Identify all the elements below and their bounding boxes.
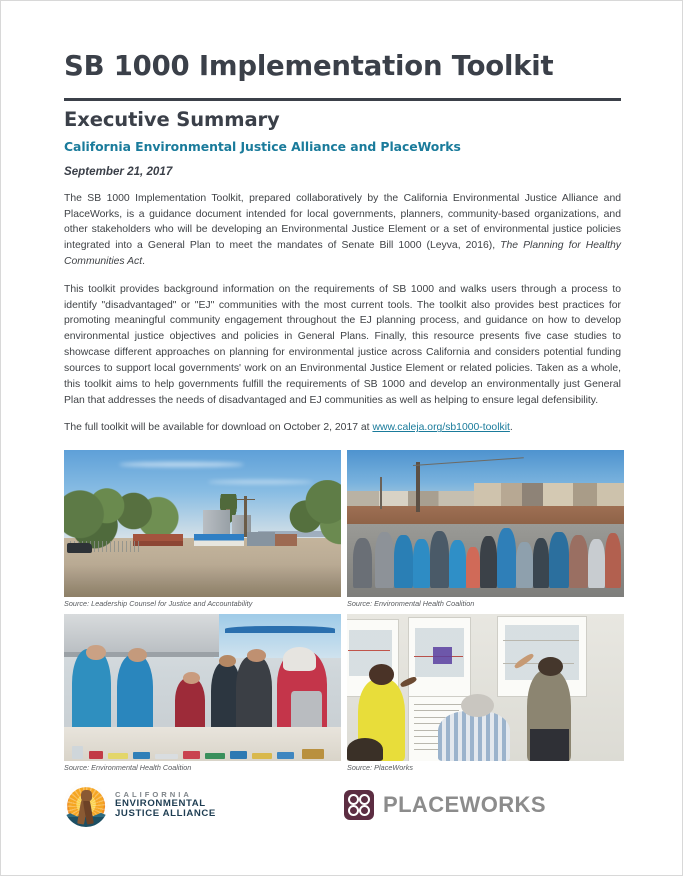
- person-trousers: [530, 729, 569, 761]
- blue-building: [194, 534, 244, 546]
- person-figure-plaid-shirt: [438, 711, 510, 761]
- person-head: [183, 672, 200, 684]
- photo-community-gathering-outdoors: [347, 450, 624, 597]
- display-item: [89, 751, 103, 759]
- person-head: [128, 648, 147, 662]
- water-tank: [203, 510, 231, 536]
- ceja-line-justice-alliance: JUSTICE ALLIANCE: [115, 808, 216, 820]
- ceja-emblem-icon: [64, 783, 108, 827]
- photo-cell-outreach-table: [64, 614, 341, 772]
- paragraph-intro-end: .: [142, 256, 146, 268]
- petal-icon: [348, 794, 359, 805]
- person-figure: [236, 656, 272, 734]
- display-item: [277, 752, 294, 759]
- table-display-items: [64, 729, 341, 761]
- photo-caption: Source: Environmental Health Coalition: [64, 763, 192, 773]
- petal-icon: [348, 805, 359, 816]
- person-figure: [480, 536, 497, 588]
- ceja-line-environmental: ENVIRONMENTAL: [115, 797, 206, 809]
- person-figure: [497, 528, 516, 589]
- petal-icon: [359, 794, 370, 805]
- display-item: [72, 746, 83, 759]
- organizations-line: California Environmental Justice Alliance and PlaceWorks: [64, 138, 461, 154]
- act-title: The Planning for Healthy Communities Act: [64, 240, 621, 268]
- seated-person-head: [347, 738, 383, 762]
- display-item: [230, 751, 247, 759]
- page-title: SB 1000 Implementation Toolkit: [64, 50, 554, 82]
- parked-vehicle: [67, 543, 92, 553]
- person-figure: [605, 533, 622, 588]
- person-figure: [430, 531, 449, 589]
- person-figure: [516, 542, 533, 589]
- paragraph-overview: This toolkit provides background information on the requirements of SB 1000 and walks users through a process to identify "disadvantaged" or "EJ" communities with the most current tools. The toolkit also provides best practices for promoting meaningful community engagement throughout the EJ planning process, and guidance on how to develop environmental justice objectives and policies in General Plans. Finally, this resource presents five case studies to showcase different approaches on planning for environmental justice across California and considers potential funding sources to support local governments' work on an Environmental Justice Element or related policies. Taken as a whole, this toolkit aims to help governments fulfill the requirements of SB 1000 and develop an environmentally just General Plan that addresses the needs of disadvantaged and EJ communities as well as helping to ensure legal defensibility.: [64, 283, 621, 406]
- display-item: [302, 749, 324, 759]
- utility-pole-crossarm: [237, 499, 255, 501]
- petal-icon: [359, 805, 370, 816]
- display-item: [108, 753, 127, 759]
- raised-hand: [399, 676, 417, 688]
- person-figure: [117, 655, 153, 735]
- photo-cell-community-gathering: [347, 450, 624, 608]
- person-figure: [569, 535, 588, 589]
- ceja-line-california: CALIFORNIA: [115, 789, 192, 799]
- fist-icon: [81, 790, 92, 801]
- person-head: [247, 649, 266, 662]
- utility-pole: [244, 496, 247, 537]
- photo-cell-planning-workshop: [347, 614, 624, 772]
- photo-caption: Source: PlaceWorks: [347, 763, 414, 773]
- photo-cell-desert-road: [64, 450, 341, 608]
- photo-planning-workshop: [347, 614, 624, 761]
- ceja-logo: [64, 783, 216, 827]
- person-figure: [394, 535, 413, 589]
- display-item: [133, 752, 150, 759]
- ceja-wordmark: [115, 791, 216, 819]
- person-head: [369, 664, 394, 685]
- availability-period: .: [509, 422, 513, 434]
- person-hat: [283, 647, 316, 671]
- person-figure: [449, 540, 466, 588]
- display-item: [252, 753, 271, 759]
- display-item: [183, 751, 200, 759]
- logo-row: [1, 781, 684, 843]
- photo-caption: Source: Leadership Counsel for Justice and Accountability: [64, 599, 253, 609]
- paragraph-intro-text: The SB 1000 Implementation Toolkit, prepared collaboratively by the California Environmental Justice Alliance and PlaceWorks, is a guidance document intended for local governments, planners, community-based organizations, and other stakeholders who will be developing an Environmental Justice Element or a set of environmental justice policies integrated into a General Plan to meet the mandates of Senate Bill 1000 (Leyva, 2016),: [64, 192, 621, 252]
- photo-caption: Source: Environmental Health Coalition: [347, 599, 475, 609]
- road-shadow: [64, 565, 341, 597]
- person-figure: [375, 532, 394, 588]
- display-item: [155, 754, 177, 759]
- section-title: Executive Summary: [64, 107, 280, 131]
- paragraph-availability: [64, 408, 621, 436]
- placeworks-logo: [344, 790, 546, 820]
- person-figure: [175, 678, 205, 734]
- person-figure: [413, 539, 430, 588]
- utility-pole: [380, 477, 382, 509]
- crowd-of-people: [347, 518, 624, 589]
- photo-desert-road-community: [64, 450, 341, 597]
- person-head: [86, 645, 105, 660]
- roadside-structure: [275, 534, 297, 546]
- document-content: [64, 1, 621, 772]
- placeworks-emblem-icon: [344, 790, 374, 820]
- people-group: [64, 644, 341, 735]
- display-item: [205, 753, 224, 759]
- publication-date: September 21, 2017: [64, 164, 173, 178]
- cloud-shape: [119, 462, 244, 467]
- person-head: [538, 657, 563, 676]
- paragraph-intro: [64, 178, 621, 270]
- metal-shed: [247, 532, 275, 545]
- person-figure: [588, 539, 605, 588]
- toolkit-download-link[interactable]: www.caleja.org/sb1000-toolkit: [372, 422, 510, 434]
- availability-text: The full toolkit will be available for download on October 2, 2017 at: [64, 422, 373, 434]
- person-figure: [72, 649, 111, 735]
- person-figure: [533, 538, 550, 589]
- blue-archway: [225, 626, 336, 633]
- person-figure: [466, 547, 480, 588]
- utility-pole: [416, 462, 419, 512]
- person-figure: [353, 538, 372, 589]
- photo-community-outreach-table: [64, 614, 341, 761]
- raised-hand: [514, 652, 536, 670]
- person-head: [461, 694, 494, 718]
- photo-grid: [64, 436, 624, 772]
- workshop-participants: [347, 614, 624, 761]
- placeworks-wordmark: PLACEWORKS: [383, 792, 546, 817]
- person-figure: [549, 532, 568, 588]
